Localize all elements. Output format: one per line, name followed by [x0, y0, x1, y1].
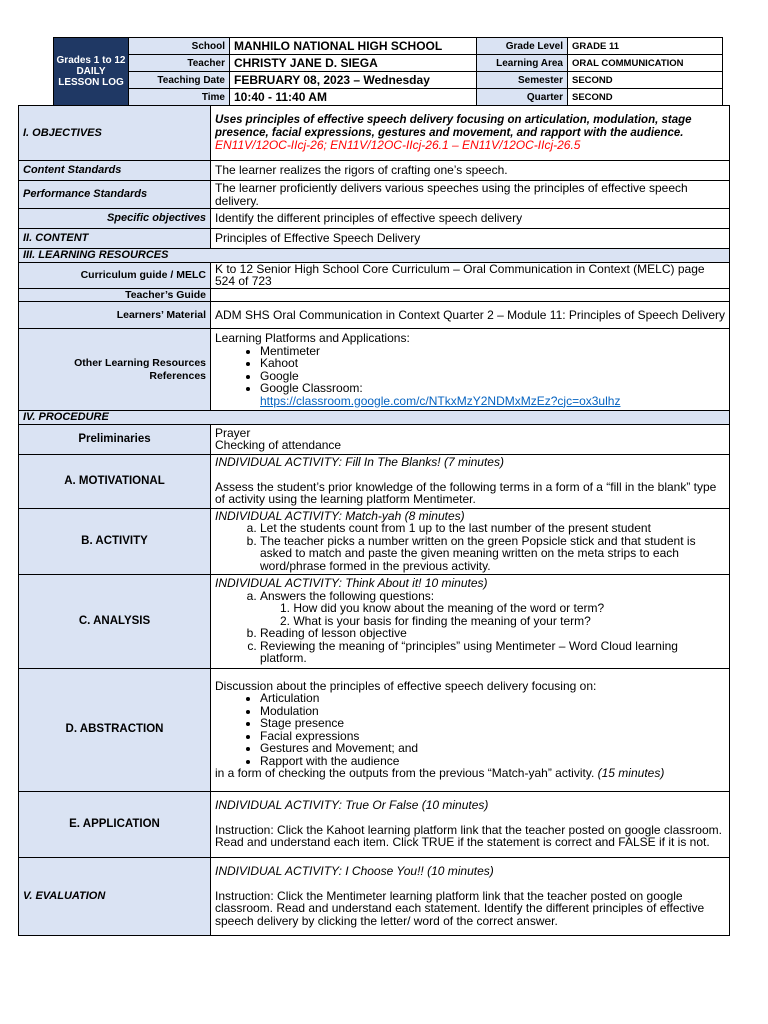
- abstraction-label: D. ABSTRACTION: [19, 668, 211, 791]
- objectives-text: Uses principles of effective speech delivery focusing on articulation, modulation, stage presence, facial expressions, gestures and movement, and rapport with the audience.: [215, 114, 692, 139]
- evaluation-title: INDIVIDUAL ACTIVITY: I Choose You!! (10 minutes): [215, 864, 494, 878]
- content-label: II. CONTENT: [19, 229, 211, 249]
- learners-material-label: Learners’ Material: [19, 302, 211, 329]
- list-item: • Modulation: [260, 705, 725, 718]
- grade-level-value: GRADE 11: [568, 38, 723, 55]
- objectives-codes: EN11V/12OC-IIcj-26; EN11V/12OC-IIcj-26.1 – EN11V/12OC-IIcj-26.5: [215, 138, 581, 153]
- list-item: 2. What is your basis for finding the meaning of your term?: [280, 613, 591, 628]
- performance-standards-label: Performance Standards: [19, 181, 211, 209]
- activity-label: B. ACTIVITY: [19, 508, 211, 574]
- evaluation-cell: [211, 857, 730, 935]
- objectives-label: I. OBJECTIVES: [19, 106, 211, 161]
- motivational-title: INDIVIDUAL ACTIVITY: Fill In The Blanks! (7 minutes): [215, 455, 504, 470]
- analysis-cell: [211, 574, 730, 668]
- grade-level-label: Grade Level: [477, 38, 568, 55]
- application-cell: [211, 791, 730, 857]
- google-classroom-link[interactable]: https://classroom.google.com/c/NTkxMzY2NDMxMzEz?cjc=ox3ulhz: [260, 393, 621, 408]
- teacher-value: CHRISTY JANE D. SIEGA: [230, 55, 477, 72]
- list-item: • Kahoot: [260, 357, 725, 370]
- list-item: c. Reviewing the meaning of “principles” using Mentimeter – Word Cloud learning platform.: [260, 640, 725, 665]
- list-item: • Google: [260, 370, 725, 383]
- semester-value: SECOND: [568, 72, 723, 89]
- learning-area-label: Learning Area: [477, 55, 568, 72]
- application-label: E. APPLICATION: [19, 791, 211, 857]
- teachers-guide-label: Teacher’s Guide: [19, 288, 211, 302]
- abstraction-outro: in a form of checking the outputs from the previous “Match-yah” activity.: [215, 766, 595, 780]
- other-resources-label: Other Learning Resources References: [19, 329, 211, 411]
- preliminaries-attendance: Checking of attendance: [215, 438, 342, 452]
- dll-title: Grades 1 to 12 DAILY LESSON LOG: [54, 38, 129, 106]
- platform-list: [215, 345, 725, 408]
- specific-objectives-value: Identify the different principles of effective speech delivery: [211, 209, 730, 229]
- activity-steps: [215, 522, 725, 572]
- list-item: • Articulation: [260, 692, 725, 705]
- quarter-value: SECOND: [568, 89, 723, 106]
- content-standards-value: The learner realizes the rigors of crafting one’s speech.: [211, 161, 730, 181]
- principles-list: [215, 692, 725, 767]
- analysis-questions: [260, 602, 725, 627]
- analysis-title: INDIVIDUAL ACTIVITY: Think About it! 10 minutes): [215, 576, 488, 591]
- abstraction-time: (15 minutes): [597, 766, 665, 780]
- analysis-item-a: Answers the following questions:: [260, 588, 435, 603]
- motivational-label: A. MOTIVATIONAL: [19, 454, 211, 508]
- list-item: b. Reading of lesson objective: [260, 627, 725, 640]
- google-classroom-label: Google Classroom:: [260, 381, 363, 395]
- learning-area-value: ORAL COMMUNICATION: [568, 55, 723, 72]
- list-item: • Rapport with the audience: [260, 755, 725, 768]
- motivational-cell: [211, 454, 730, 508]
- activity-title: INDIVIDUAL ACTIVITY: Match-yah (8 minutes): [215, 508, 465, 523]
- quarter-label: Quarter: [477, 89, 568, 106]
- learning-resources-label: III. LEARNING RESOURCES: [19, 249, 730, 263]
- list-item: • Gestures and Movement; and: [260, 742, 725, 755]
- content-value: Principles of Effective Speech Delivery: [211, 229, 730, 249]
- activity-cell: [211, 508, 730, 574]
- lesson-log-table: [18, 105, 730, 936]
- time-label: Time: [129, 89, 230, 106]
- list-item: 1. How did you know about the meaning of the word or term?: [280, 601, 605, 616]
- learners-material-value: ADM SHS Oral Communication in Context Quarter 2 – Module 11: Principles of Speech Delivery: [211, 302, 730, 329]
- teachers-guide-value: [211, 288, 730, 302]
- teaching-date-value: FEBRUARY 08, 2023 – Wednesday: [230, 72, 477, 89]
- other-resources-intro: Learning Platforms and Applications:: [215, 331, 410, 345]
- teacher-label: Teacher: [129, 55, 230, 72]
- abstraction-intro: Discussion about the principles of effective speech delivery focusing on:: [215, 678, 597, 693]
- preliminaries-label: Preliminaries: [19, 424, 211, 454]
- evaluation-text: Instruction: Click the Mentimeter learning platform link that the teacher posted on google classroom. Read and understand each statement. Identify the different principles of effective speech delivery by clicking the letter/ word of the correct answer.: [215, 888, 705, 928]
- curriculum-guide-label: Curriculum guide / MELC: [19, 262, 211, 288]
- abstraction-cell: [211, 668, 730, 791]
- time-value: 10:40 - 11:40 AM: [230, 89, 477, 106]
- school-value: MANHILO NATIONAL HIGH SCHOOL: [230, 38, 477, 55]
- teaching-date-label: Teaching Date: [129, 72, 230, 89]
- list-item: • Mentimeter: [260, 345, 725, 358]
- evaluation-label: V. EVALUATION: [19, 857, 211, 935]
- procedure-label: IV. PROCEDURE: [19, 411, 730, 425]
- curriculum-guide-value: K to 12 Senior High School Core Curriculum – Oral Communication in Context (MELC) page 524 of 723: [211, 262, 730, 288]
- analysis-steps: [215, 590, 725, 665]
- abstraction-outro-block: [215, 767, 725, 780]
- motivational-text: Assess the student’s prior knowledge of the following terms in a form of a “fill in the blank” type of activity using the learning platform Mentimeter.: [215, 479, 717, 507]
- school-label: School: [129, 38, 230, 55]
- semester-label: Semester: [477, 72, 568, 89]
- application-text: Instruction: Click the Kahoot learning platform link that the teacher posted on google classroom. Read and understand each item. Click TRUE if the statement is correct and FALSE if it is not.: [215, 822, 722, 850]
- preliminaries-prayer: Prayer: [215, 425, 251, 440]
- analysis-label: C. ANALYSIS: [19, 574, 211, 668]
- content-standards-label: Content Standards: [19, 161, 211, 181]
- list-item: [260, 382, 725, 407]
- other-resources-cell: [211, 329, 730, 411]
- objectives-cell: [211, 106, 730, 161]
- performance-standards-value: The learner proficiently delivers various speeches using the principles of effective speech delivery.: [211, 181, 730, 209]
- list-item: • Facial expressions: [260, 730, 725, 743]
- list-item: b. The teacher picks a number written on the green Popsicle stick and that student is asked to match and paste the given meaning written on the meta strips to each word/phrase formed in the previous activity.: [260, 535, 725, 573]
- header-table: [53, 37, 723, 106]
- list-item: a. Let the students count from 1 up to the last number of the present student: [260, 522, 725, 535]
- application-title: INDIVIDUAL ACTIVITY: True Or False (10 minutes): [215, 798, 489, 813]
- list-item: • Stage presence: [260, 717, 725, 730]
- preliminaries-cell: [211, 424, 730, 454]
- list-item: [260, 590, 725, 628]
- specific-objectives-label: Specific objectives: [19, 209, 211, 229]
